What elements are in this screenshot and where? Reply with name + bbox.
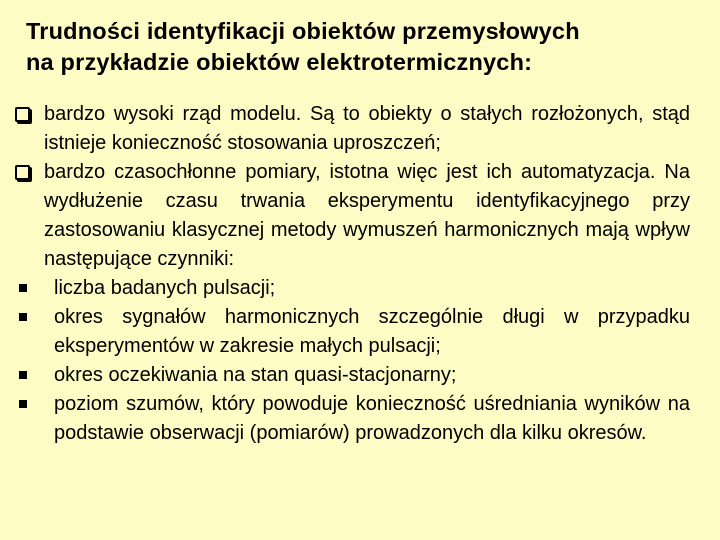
square-bullet-icon bbox=[19, 313, 27, 321]
sub-bullet-item bbox=[14, 274, 690, 303]
square-bullet-icon bbox=[19, 284, 27, 292]
sub-bullet-item bbox=[14, 361, 690, 390]
square-bullet-icon bbox=[19, 400, 27, 408]
sub-bullet-item bbox=[14, 303, 690, 361]
checkbox-bullet-icon bbox=[15, 107, 30, 122]
slide-body bbox=[14, 100, 690, 448]
sub-bullet-text: okres sygnałów harmonicznych szczególnie długi w przypadku eksperymentów w zakresie małych pulsacji; bbox=[54, 306, 690, 357]
sub-bullet-item bbox=[14, 390, 690, 448]
square-bullet-icon bbox=[19, 371, 27, 379]
bullet-text: bardzo wysoki rząd modelu. Są to obiekty o stałych rozłożonych, stąd istnieje konieczność stosowania uproszczeń; bbox=[44, 103, 690, 154]
title-line-2: na przykładzie obiektów elektrotermicznych: bbox=[26, 49, 533, 75]
sub-bullet-text: liczba badanych pulsacji; bbox=[54, 277, 276, 299]
sub-bullet-text: okres oczekiwania na stan quasi-stacjonarny; bbox=[54, 364, 457, 386]
sub-bullet-list bbox=[14, 274, 690, 448]
bullet-item bbox=[14, 100, 690, 158]
bullet-item bbox=[14, 158, 690, 274]
title-line-1: Trudności identyfikacji obiektów przemysłowych bbox=[26, 18, 580, 44]
checkbox-bullet-icon bbox=[15, 165, 30, 180]
sub-bullet-text: poziom szumów, który powoduje konieczność uśredniania wyników na podstawie obserwacji (pomiarów) prowadzonych dla kilku okresów. bbox=[54, 393, 690, 444]
bullet-text: bardzo czasochłonne pomiary, istotna więc jest ich automatyzacja. Na wydłużenie czasu trwania eksperymentu identyfikacyjnego przy zastosowaniu klasycznej metody wymuszeń harmonicznych mają wpływ następujące czynniki: bbox=[44, 161, 690, 270]
slide-title bbox=[26, 16, 706, 78]
